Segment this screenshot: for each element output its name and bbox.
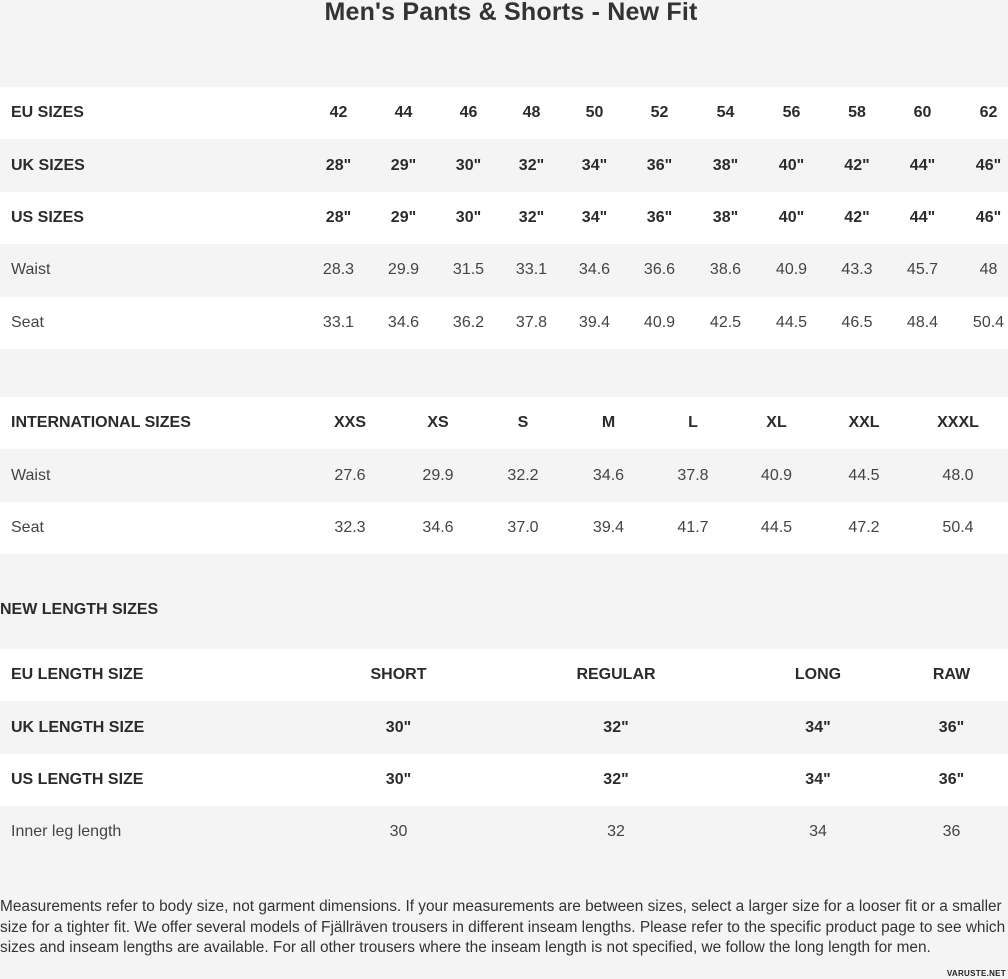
size-table-international	[0, 397, 1008, 554]
cell: 37.0	[482, 502, 564, 554]
cell: S	[482, 397, 564, 449]
cell: 34"	[562, 139, 627, 191]
cell: 42.5	[692, 297, 759, 349]
cell: 39.4	[562, 297, 627, 349]
cell: 32"	[501, 192, 562, 244]
cell: REGULAR	[491, 649, 741, 701]
page-title: Men's Pants & Shorts - New Fit	[324, 0, 698, 26]
cell: 32.2	[482, 449, 564, 501]
cell: 50	[562, 87, 627, 139]
cell: XXS	[306, 397, 394, 449]
cell: 44.5	[759, 297, 824, 349]
cell: 30"	[306, 754, 491, 806]
cell: 46	[436, 87, 501, 139]
cell: 31.5	[436, 244, 501, 296]
cell: 42"	[824, 139, 890, 191]
cell: 34.6	[394, 502, 482, 554]
size-table-pants	[0, 87, 1008, 349]
cell: SHORT	[306, 649, 491, 701]
cell: 36"	[627, 192, 692, 244]
cell: 39.4	[564, 502, 653, 554]
waist-row	[0, 449, 1008, 501]
row-label: UK LENGTH SIZE	[0, 701, 306, 753]
cell: 46.5	[824, 297, 890, 349]
eu-sizes-row	[0, 87, 1008, 139]
cell: 28"	[306, 139, 371, 191]
uk-length-row	[0, 701, 1008, 753]
seat-row	[0, 297, 1008, 349]
cell: 32"	[491, 701, 741, 753]
cell: 44.5	[820, 449, 908, 501]
cell: 30"	[306, 701, 491, 753]
cell: 29.9	[371, 244, 436, 296]
cell: 38"	[692, 192, 759, 244]
us-sizes-row	[0, 192, 1008, 244]
cell: XL	[733, 397, 820, 449]
uk-sizes-row	[0, 139, 1008, 191]
cell: 30	[306, 806, 491, 858]
cell: 34.6	[564, 449, 653, 501]
size-table-length	[0, 649, 1008, 859]
row-label: US SIZES	[0, 192, 306, 244]
cell: 36	[895, 806, 1008, 858]
cell: RAW	[895, 649, 1008, 701]
cell: 37.8	[501, 297, 562, 349]
cell: 43.3	[824, 244, 890, 296]
cell: 48	[501, 87, 562, 139]
cell: 52	[627, 87, 692, 139]
cell: 44"	[890, 139, 955, 191]
cell: 47.2	[820, 502, 908, 554]
cell: 48.0	[908, 449, 1008, 501]
cell: 34"	[741, 754, 895, 806]
cell: 30"	[436, 192, 501, 244]
cell: 36"	[895, 701, 1008, 753]
cell: 32"	[501, 139, 562, 191]
cell: 30"	[436, 139, 501, 191]
inner-leg-row	[0, 806, 1008, 858]
row-label: Seat	[0, 297, 306, 349]
cell: 54	[692, 87, 759, 139]
cell: 56	[759, 87, 824, 139]
row-label: EU LENGTH SIZE	[0, 649, 306, 701]
row-label: EU SIZES	[0, 87, 306, 139]
cell: 58	[824, 87, 890, 139]
cell: 50.4	[955, 297, 1008, 349]
row-label: US LENGTH SIZE	[0, 754, 306, 806]
row-label: UK SIZES	[0, 139, 306, 191]
cell: 44	[371, 87, 436, 139]
cell: 34"	[562, 192, 627, 244]
cell: 38.6	[692, 244, 759, 296]
cell: 29.9	[394, 449, 482, 501]
cell: 37.8	[653, 449, 733, 501]
watermark: VARUSTE.NET	[946, 969, 1006, 978]
cell: 40"	[759, 192, 824, 244]
cell: 60	[890, 87, 955, 139]
cell: 44.5	[733, 502, 820, 554]
cell: 32.3	[306, 502, 394, 554]
cell: 28"	[306, 192, 371, 244]
cell: XXL	[820, 397, 908, 449]
row-label: Inner leg length	[0, 806, 306, 858]
waist-row	[0, 244, 1008, 296]
cell: 62	[955, 87, 1008, 139]
eu-length-row	[0, 649, 1008, 701]
cell: 33.1	[501, 244, 562, 296]
cell: XS	[394, 397, 482, 449]
seat-row	[0, 502, 1008, 554]
measurement-footnote: Measurements refer to body size, not garment dimensions. If your measurements are between sizes, select a larger size for a looser fit or a smaller size for a tighter fit. We offer several models of Fjällräven trousers in different inseam lengths. Please refer to the specific product page to see which sizes and inseam lengths are available. For all other trousers where the inseam length is not specified, we follow the long length for men.	[0, 898, 1006, 956]
cell: 32	[491, 806, 741, 858]
cell: 48	[955, 244, 1008, 296]
cell: 29"	[371, 139, 436, 191]
cell: 32"	[491, 754, 741, 806]
international-sizes-row	[0, 397, 1008, 449]
cell: 40"	[759, 139, 824, 191]
cell: 42"	[824, 192, 890, 244]
row-label: Seat	[0, 502, 306, 554]
cell: XXXL	[908, 397, 1008, 449]
cell: 34	[741, 806, 895, 858]
row-label: Waist	[0, 244, 306, 296]
cell: L	[653, 397, 733, 449]
cell: LONG	[741, 649, 895, 701]
cell: 44"	[890, 192, 955, 244]
row-label: Waist	[0, 449, 306, 501]
cell: 40.9	[733, 449, 820, 501]
row-label: INTERNATIONAL SIZES	[0, 397, 306, 449]
cell: 36.6	[627, 244, 692, 296]
cell: 46"	[955, 192, 1008, 244]
length-sizes-heading: NEW LENGTH SIZES	[0, 601, 159, 618]
cell: 40.9	[759, 244, 824, 296]
cell: M	[564, 397, 653, 449]
cell: 33.1	[306, 297, 371, 349]
cell: 36"	[895, 754, 1008, 806]
cell: 45.7	[890, 244, 955, 296]
cell: 42	[306, 87, 371, 139]
cell: 27.6	[306, 449, 394, 501]
cell: 36.2	[436, 297, 501, 349]
cell: 40.9	[627, 297, 692, 349]
us-length-row	[0, 754, 1008, 806]
cell: 48.4	[890, 297, 955, 349]
cell: 38"	[692, 139, 759, 191]
cell: 28.3	[306, 244, 371, 296]
cell: 36"	[627, 139, 692, 191]
cell: 41.7	[653, 502, 733, 554]
cell: 34.6	[371, 297, 436, 349]
cell: 34.6	[562, 244, 627, 296]
cell: 29"	[371, 192, 436, 244]
cell: 46"	[955, 139, 1008, 191]
cell: 50.4	[908, 502, 1008, 554]
cell: 34"	[741, 701, 895, 753]
